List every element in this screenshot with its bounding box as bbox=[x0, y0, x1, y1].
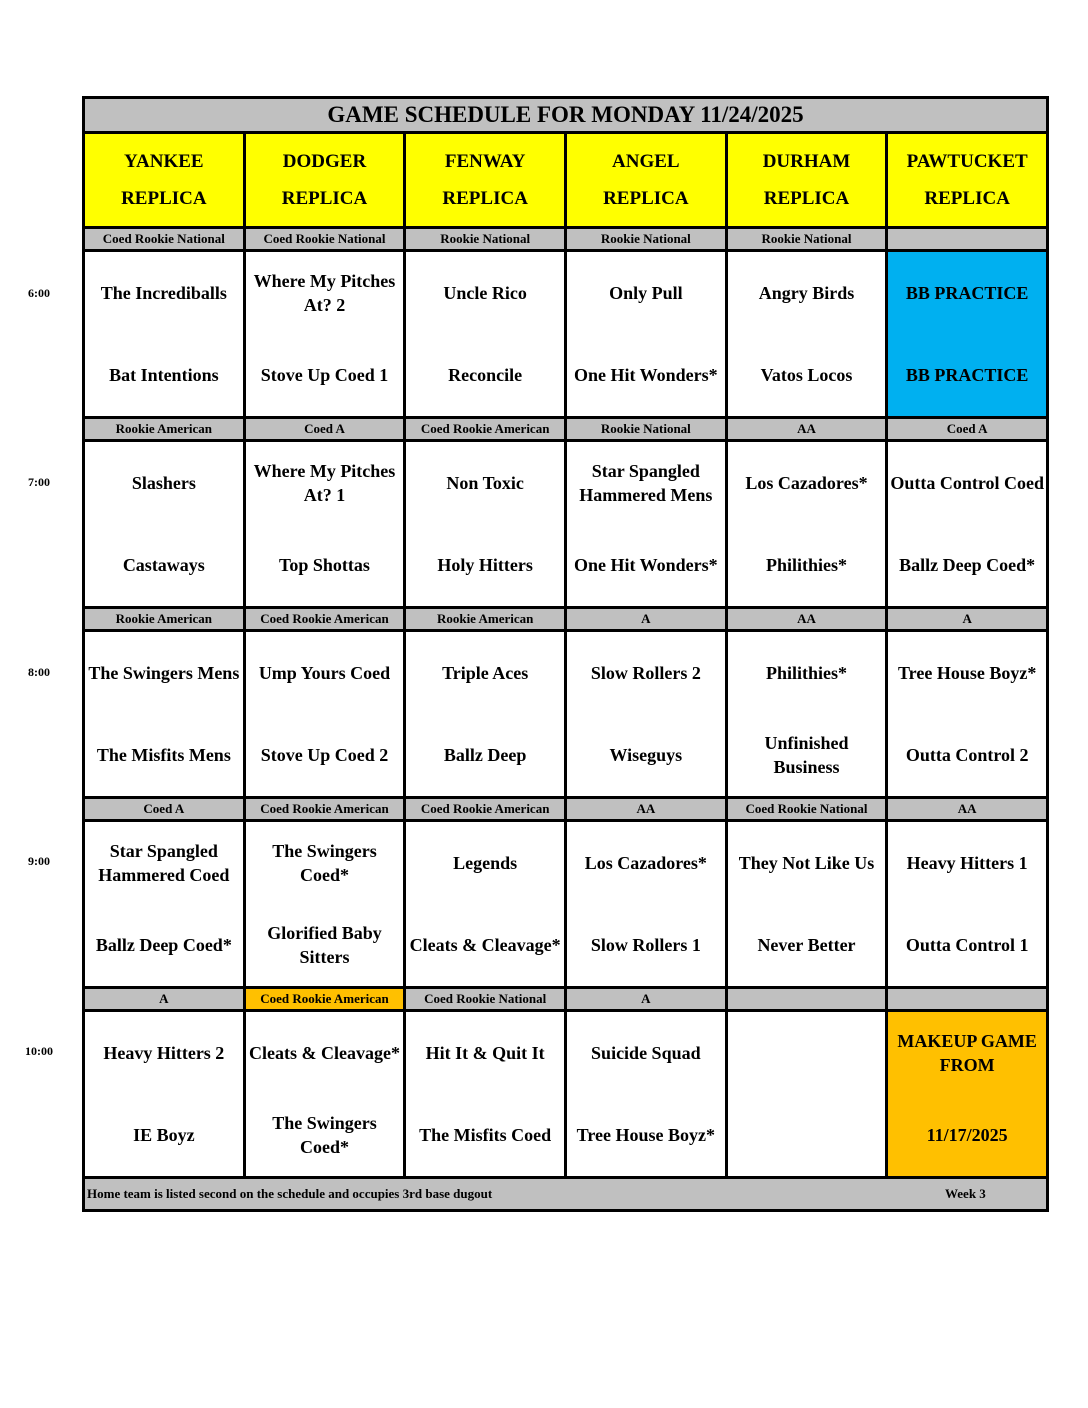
division-label: AA bbox=[728, 419, 886, 439]
away-team: Outta Control Coed bbox=[890, 473, 1044, 493]
home-team: Top Shottas bbox=[279, 555, 370, 575]
away-team: Legends bbox=[453, 853, 518, 873]
game-cell bbox=[888, 442, 1046, 606]
home-team: The Misfits Mens bbox=[96, 745, 231, 765]
home-team: Cleats & Cleavage* bbox=[409, 935, 561, 955]
division-label: Rookie National bbox=[567, 419, 725, 439]
away-team: Angry Birds bbox=[758, 283, 855, 303]
away-team: Slow Rollers 2 bbox=[590, 663, 701, 683]
division-label: Coed Rookie American bbox=[246, 609, 404, 629]
away-team: Non Toxic bbox=[446, 473, 524, 493]
game-cell bbox=[728, 252, 886, 416]
home-team: Stove Up Coed 2 bbox=[260, 745, 389, 765]
week-label: Week 3 bbox=[945, 1186, 986, 1201]
game-cell bbox=[406, 442, 564, 606]
division-row bbox=[85, 989, 1046, 1009]
division-label: A bbox=[85, 989, 243, 1009]
home-team bbox=[728, 1094, 886, 1176]
game-cell bbox=[85, 252, 243, 416]
park-header bbox=[567, 134, 725, 226]
away-team: Star Spangled Hammered Mens bbox=[579, 461, 713, 505]
division-label: Coed Rookie American bbox=[406, 799, 564, 819]
home-team: Reconcile bbox=[448, 365, 523, 385]
home-team: Unfinished Business bbox=[764, 733, 849, 777]
division-label bbox=[888, 989, 1046, 1009]
time-label-10: 10:00 bbox=[25, 1044, 53, 1058]
park-sub: REPLICA bbox=[281, 188, 368, 209]
game-cell bbox=[406, 252, 564, 416]
away-team: Slashers bbox=[131, 473, 196, 493]
division-label: Coed Rookie National bbox=[406, 989, 564, 1009]
away-team: Star Spangled Hammered Coed bbox=[98, 841, 230, 885]
away-team bbox=[728, 1012, 886, 1094]
time-label-7: 7:00 bbox=[28, 475, 50, 489]
game-cell bbox=[246, 822, 404, 986]
away-team: Cleats & Cleavage* bbox=[249, 1043, 400, 1063]
division-label: Rookie National bbox=[567, 229, 725, 249]
game-cell bbox=[888, 822, 1046, 986]
home-team: Never Better bbox=[757, 935, 856, 955]
home-team: The Misfits Coed bbox=[419, 1125, 552, 1145]
away-team: Suicide Squad bbox=[591, 1043, 701, 1063]
empty-game-cell bbox=[728, 1012, 886, 1176]
game-cell bbox=[728, 822, 886, 986]
park-header bbox=[246, 134, 404, 226]
division-label: A bbox=[567, 609, 725, 629]
game-cell bbox=[567, 822, 725, 986]
park-header bbox=[728, 134, 886, 226]
home-team: Wiseguys bbox=[609, 745, 683, 765]
division-label: A bbox=[888, 609, 1046, 629]
division-row bbox=[85, 799, 1046, 819]
division-label: AA bbox=[567, 799, 725, 819]
park-sub: REPLICA bbox=[603, 188, 689, 209]
division-label-highlighted: Coed Rookie American bbox=[246, 989, 404, 1009]
division-label: Coed A bbox=[85, 799, 243, 819]
game-cell bbox=[406, 822, 564, 986]
practice-cell bbox=[888, 252, 1046, 416]
schedule-footer bbox=[85, 1179, 1046, 1209]
game-row bbox=[85, 1012, 1046, 1176]
home-team: The Swingers Coed* bbox=[272, 1113, 377, 1157]
home-team: Ballz Deep bbox=[443, 745, 527, 765]
game-cell bbox=[246, 442, 404, 606]
makeup-label: MAKEUP GAME FROM bbox=[897, 1031, 1037, 1075]
time-label-9: 9:00 bbox=[28, 854, 50, 868]
division-label: AA bbox=[728, 609, 886, 629]
home-team: Bat Intentions bbox=[109, 365, 219, 385]
game-cell bbox=[728, 442, 886, 606]
game-cell bbox=[85, 442, 243, 606]
division-label: Coed Rookie National bbox=[728, 799, 886, 819]
game-cell bbox=[888, 632, 1046, 796]
division-row bbox=[85, 229, 1046, 249]
makeup-date: 11/17/2025 bbox=[926, 1125, 1008, 1145]
game-cell bbox=[406, 1012, 564, 1176]
away-team: Heavy Hitters 2 bbox=[103, 1043, 225, 1063]
division-row bbox=[85, 419, 1046, 439]
home-team: Philithies* bbox=[765, 555, 847, 575]
home-team: Outta Control 1 bbox=[905, 935, 1029, 955]
park-name: DODGER bbox=[282, 151, 367, 172]
away-team: Hit It & Quit It bbox=[425, 1043, 545, 1063]
division-label: Coed Rookie National bbox=[85, 229, 243, 249]
game-cell bbox=[567, 442, 725, 606]
park-sub: REPLICA bbox=[121, 188, 207, 209]
game-row bbox=[85, 252, 1046, 416]
park-header bbox=[888, 134, 1046, 226]
home-team: Ballz Deep Coed* bbox=[899, 555, 1036, 575]
division-label: Coed Rookie American bbox=[246, 799, 404, 819]
away-team: Heavy Hitters 1 bbox=[906, 853, 1028, 873]
game-cell bbox=[728, 632, 886, 796]
division-label bbox=[888, 229, 1046, 249]
time-label-6: 6:00 bbox=[28, 286, 50, 300]
home-team-note: Home team is listed second on the schedule and occupies 3rd base dugout bbox=[87, 1186, 493, 1201]
away-team: The Swingers Coed* bbox=[272, 841, 377, 885]
home-team: Tree House Boyz* bbox=[576, 1125, 715, 1145]
home-team: Outta Control 2 bbox=[905, 745, 1029, 765]
home-team: Holy Hitters bbox=[437, 555, 533, 575]
time-label-8: 8:00 bbox=[28, 665, 50, 679]
game-cell bbox=[246, 1012, 404, 1176]
park-name: PAWTUCKET bbox=[906, 151, 1028, 172]
park-header bbox=[85, 134, 243, 226]
home-team: Slow Rollers 1 bbox=[590, 935, 701, 955]
park-sub: REPLICA bbox=[763, 188, 850, 209]
schedule-table bbox=[82, 96, 1049, 1212]
game-cell bbox=[246, 632, 404, 796]
park-name: ANGEL bbox=[612, 151, 680, 172]
game-cell bbox=[85, 822, 243, 986]
division-label bbox=[728, 989, 886, 1009]
division-label: A bbox=[567, 989, 725, 1009]
away-team: Tree House Boyz* bbox=[898, 663, 1037, 683]
home-team: Stove Up Coed 1 bbox=[260, 365, 389, 385]
division-label: Rookie American bbox=[85, 419, 243, 439]
park-sub: REPLICA bbox=[442, 188, 528, 209]
home-team: IE Boyz bbox=[133, 1125, 195, 1145]
division-label: AA bbox=[888, 799, 1046, 819]
division-label: Rookie American bbox=[406, 609, 564, 629]
home-team: One Hit Wonders* bbox=[573, 555, 718, 575]
division-row bbox=[85, 609, 1046, 629]
away-team: Philithies* bbox=[765, 663, 847, 683]
park-header bbox=[406, 134, 564, 226]
division-label: Rookie American bbox=[85, 609, 243, 629]
game-cell bbox=[246, 252, 404, 416]
game-row bbox=[85, 822, 1046, 986]
makeup-game-cell bbox=[888, 1012, 1046, 1176]
home-team: Ballz Deep Coed* bbox=[95, 935, 232, 955]
away-team: Los Cazadores* bbox=[584, 853, 707, 873]
division-label: Rookie National bbox=[406, 229, 564, 249]
game-cell bbox=[567, 1012, 725, 1176]
game-row bbox=[85, 442, 1046, 606]
away-team: Where My Pitches At? 2 bbox=[253, 271, 396, 315]
division-label: Coed Rookie National bbox=[246, 229, 404, 249]
game-cell bbox=[406, 632, 564, 796]
game-cell bbox=[567, 632, 725, 796]
away-team: Los Cazadores* bbox=[745, 473, 868, 493]
park-name: YANKEE bbox=[124, 151, 204, 172]
away-team: Where My Pitches At? 1 bbox=[253, 461, 396, 505]
home-team: Vatos Locos bbox=[760, 365, 853, 385]
practice-label: BB PRACTICE bbox=[905, 365, 1029, 385]
game-cell bbox=[85, 1012, 243, 1176]
park-sub: REPLICA bbox=[924, 188, 1010, 209]
game-cell bbox=[85, 632, 243, 796]
division-label: Coed A bbox=[246, 419, 404, 439]
away-team: They Not Like Us bbox=[738, 853, 875, 873]
away-team: The Incrediballs bbox=[100, 283, 227, 303]
park-name: DURHAM bbox=[762, 151, 851, 172]
away-team: Ump Yours Coed bbox=[258, 663, 391, 683]
home-team: Castaways bbox=[122, 555, 205, 575]
schedule-title: GAME SCHEDULE FOR MONDAY 11/24/2025 bbox=[85, 99, 1046, 131]
away-team: Uncle Rico bbox=[443, 283, 527, 303]
division-label: Coed A bbox=[888, 419, 1046, 439]
division-label: Rookie National bbox=[728, 229, 886, 249]
home-team: One Hit Wonders* bbox=[573, 365, 718, 385]
division-label: Coed Rookie American bbox=[406, 419, 564, 439]
away-team: Only Pull bbox=[609, 283, 683, 303]
home-team: Glorified Baby Sitters bbox=[267, 923, 382, 967]
away-team: The Swingers Mens bbox=[88, 663, 240, 683]
park-name: FENWAY bbox=[444, 151, 526, 172]
park-header-row bbox=[85, 134, 1046, 226]
game-row bbox=[85, 632, 1046, 796]
game-cell bbox=[567, 252, 725, 416]
practice-label: BB PRACTICE bbox=[905, 283, 1029, 303]
away-team: Triple Aces bbox=[442, 663, 529, 683]
